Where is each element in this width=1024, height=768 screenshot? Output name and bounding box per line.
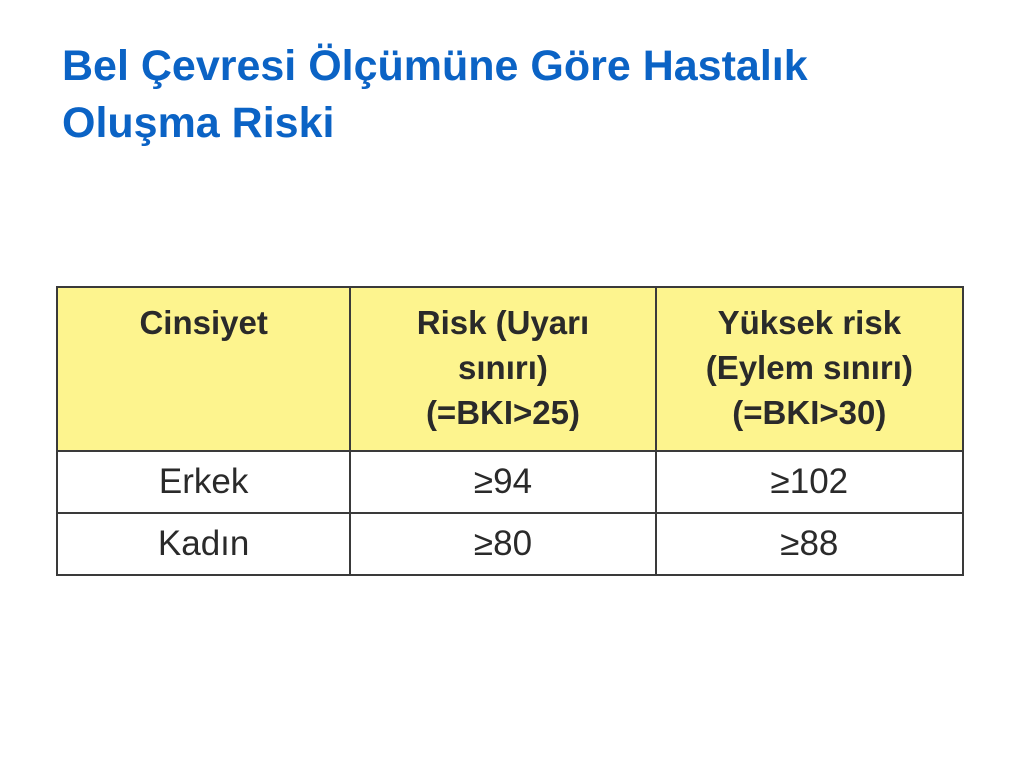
header-high-risk-line-1: Yüksek risk xyxy=(717,304,902,341)
header-gender-line: Cinsiyet xyxy=(139,304,268,341)
header-gender xyxy=(57,287,350,451)
header-risk-warning-limit xyxy=(350,287,655,451)
cell-male-risk: ≥94 xyxy=(350,451,655,513)
header-risk-line-1: Risk (Uyarı xyxy=(416,304,590,341)
header-high-risk-line-3: (=BKI>30) xyxy=(732,394,887,431)
slide-title xyxy=(62,38,982,152)
header-high-risk-line-2: (Eylem sınırı) xyxy=(705,349,913,386)
cell-female-risk: ≥80 xyxy=(350,513,655,575)
table-header-row xyxy=(57,287,963,451)
cell-gender-female: Kadın xyxy=(57,513,350,575)
slide-title-line-2: Oluşma Riski xyxy=(62,99,335,147)
cell-male-high-risk: ≥102 xyxy=(656,451,963,513)
header-risk-line-3: (=BKI>25) xyxy=(425,394,580,431)
cell-gender-male: Erkek xyxy=(57,451,350,513)
table-row xyxy=(57,451,963,513)
table-row xyxy=(57,513,963,575)
cell-female-high-risk: ≥88 xyxy=(656,513,963,575)
waist-risk-table xyxy=(56,286,964,576)
header-high-risk-action-limit xyxy=(656,287,963,451)
header-risk-line-2: sınırı) xyxy=(458,349,548,386)
slide-title-line-1: Bel Çevresi Ölçümüne Göre Hastalık xyxy=(62,42,808,90)
